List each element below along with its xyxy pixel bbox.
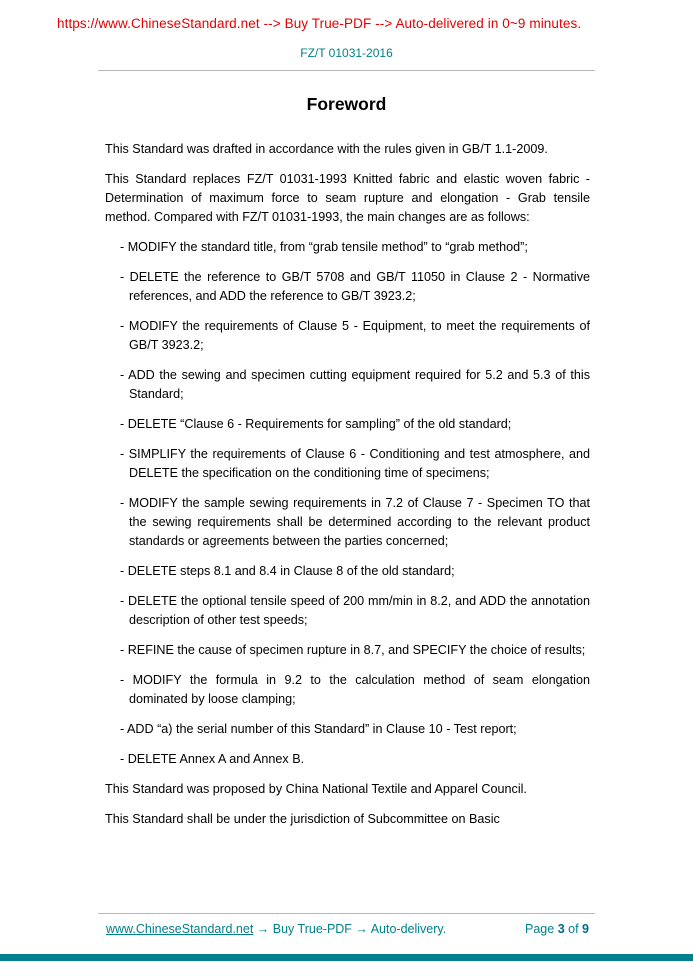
footer-promo [106, 922, 446, 936]
change-item: - MODIFY the sample sewing requirements in 7.2 of Clause 7 - Specimen TO that the sewing requirements shall be determined according to the relevant product standards or agreements between the parties concerned; [120, 496, 590, 548]
change-item: - SIMPLIFY the requirements of Clause 6 - Conditioning and test atmosphere, and DELETE the specification on the conditioning time of specimens; [120, 447, 590, 480]
footer-site-link[interactable]: www.ChineseStandard.net [106, 922, 254, 936]
change-item: - DELETE Annex A and Annex B. [120, 752, 305, 766]
header-divider [98, 70, 595, 71]
change-item: - ADD “a) the serial number of this Standard” in Clause 10 - Test report; [120, 722, 517, 736]
change-item: - REFINE the cause of specimen rupture in 8.7, and SPECIFY the choice of results; [120, 643, 586, 657]
document-body [105, 140, 590, 829]
closing-paragraph: This Standard was proposed by China National Textile and Apparel Council. [105, 782, 527, 796]
closing-paragraph: This Standard shall be under the jurisdiction of Subcommittee on Basic [105, 812, 500, 826]
page-footer [98, 913, 595, 936]
page-word: Page [525, 922, 555, 936]
change-item: - MODIFY the standard title, from “grab tensile method” to “grab method”; [120, 240, 528, 254]
footer-divider [98, 913, 595, 914]
standard-number: FZ/T 01031-2016 [300, 46, 393, 60]
of-word: of [568, 922, 579, 936]
change-item: - DELETE the optional tensile speed of 200 mm/min in 8.2, and ADD the annotation description of other test speeds; [120, 594, 590, 627]
change-item: - MODIFY the formula in 9.2 to the calculation method of seam elongation dominated by loose clamping; [120, 673, 590, 706]
change-item: - ADD the sewing and specimen cutting equipment required for 5.2 and 5.3 of this Standard; [120, 368, 590, 401]
footer-tagline: → Buy True-PDF → Auto-delivery. [253, 922, 447, 936]
intro-paragraph: This Standard was drafted in accordance with the rules given in GB/T 1.1-2009. [105, 142, 548, 156]
page-indicator [525, 922, 589, 936]
promo-banner-link[interactable]: https://www.ChineseStandard.net --> Buy True-PDF --> Auto-delivered in 0~9 minutes. [57, 16, 582, 31]
intro-paragraph: This Standard replaces FZ/T 01031-1993 Knitted fabric and elastic woven fabric - Determination of maximum force to seam rupture and elongation - Grab tensile method. Compared with FZ/T 01031-1993, the main changes are as follows: [105, 172, 590, 224]
change-item: - DELETE the reference to GB/T 5708 and GB/T 11050 in Clause 2 - Normative references, and ADD the reference to GB/T 3923.2; [120, 270, 590, 303]
change-item: - MODIFY the requirements of Clause 5 - Equipment, to meet the requirements of GB/T 3923.2; [120, 319, 590, 352]
current-page-number: 3 [557, 922, 565, 936]
bottom-accent-bar [0, 954, 693, 961]
change-item: - DELETE “Clause 6 - Requirements for sampling” of the old standard; [120, 417, 512, 431]
page-title: Foreword [306, 94, 387, 114]
change-item: - DELETE steps 8.1 and 8.4 in Clause 8 of the old standard; [120, 564, 455, 578]
total-page-number: 9 [582, 922, 589, 936]
